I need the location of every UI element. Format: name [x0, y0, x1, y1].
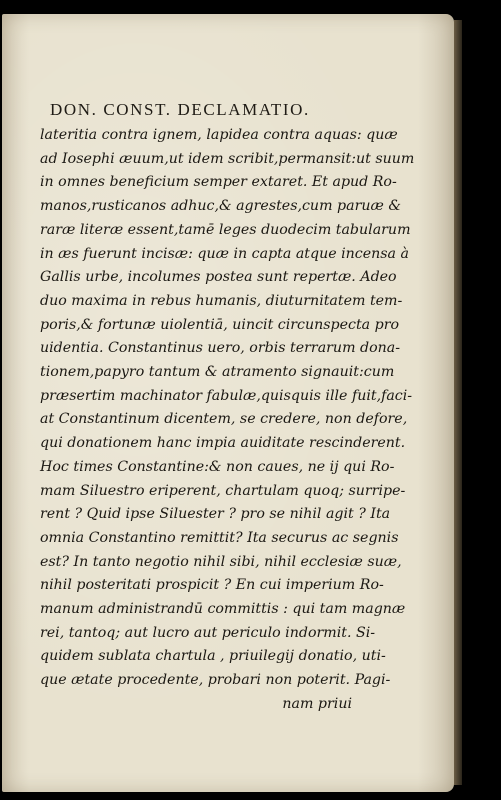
text-line: duo maxima in rebus humanis, diuturnitatem tem- [40, 292, 403, 309]
page-edge-shadow [454, 20, 462, 785]
text-line: quidem sublata chartula , priuilegij donatio, uti- [40, 648, 386, 665]
text-line: in omnes beneficium semper extaret. Et apud Ro- [40, 174, 397, 191]
text-line: qui donationem hanc impia auiditate rescinderent. [40, 435, 406, 452]
text-line: manum administrandū committis : qui tam magnæ [40, 601, 406, 618]
text-line: mam Siluestro eriperent, chartulam quoq; surripe- [40, 482, 406, 499]
text-line: raræ literæ essent,tamē leges duodecim tabularum [40, 221, 411, 238]
text-line: manos,rusticanos adhuc,& agrestes,cum paruæ & [40, 198, 401, 215]
text-line: que ætate procedente, probari non poterit. Pagi- [40, 672, 391, 689]
catchword: nam priui [282, 695, 352, 712]
text-line: tionem,papyro tantum & atramento signauit:cum [40, 364, 395, 381]
text-line: in æs fuerunt incisæ: quæ in capta atque incensa à [40, 245, 409, 262]
text-line: rent ? Quid ipse Siluester ? pro se nihil agit ? Ita [40, 506, 391, 523]
text-line: Hoc times Constantine:& non caues, ne ij qui Ro- [40, 458, 395, 475]
text-line: rei, tantoq; aut lucro aut periculo indormit. Si- [40, 624, 376, 641]
running-head: DON. CONST. DECLAMATIO. [50, 100, 310, 119]
text-line: uidentia. Constantinus uero, orbis terrarum dona- [40, 340, 401, 357]
text-line: omnia Constantino remittit? Ita securus ac segnis [40, 529, 399, 546]
text-line: nihil posteritati prospicit ? En cui imperium Ro- [40, 577, 384, 594]
text-line: ad Iosephi æuum,ut idem scribit,permansit:ut suum [40, 150, 415, 167]
text-line: at Constantinum dicentem, se credere, non defore, [40, 411, 408, 428]
text-line: poris,& fortunæ uiolentiā, uincit circunspecta pro [40, 316, 400, 333]
body-text [40, 124, 432, 717]
text-line: præsertim machinator fabulæ,quisquis ille fuit,faci- [40, 387, 413, 404]
text-line: lateritia contra ignem, lapidea contra aquas: quæ [40, 127, 398, 143]
book-page [2, 14, 454, 792]
text-line: Gallis urbe, incolumes postea sunt repertæ. Adeo [40, 269, 397, 286]
text-line: est? In tanto negotio nihil sibi, nihil ecclesiæ suæ, [40, 553, 402, 570]
